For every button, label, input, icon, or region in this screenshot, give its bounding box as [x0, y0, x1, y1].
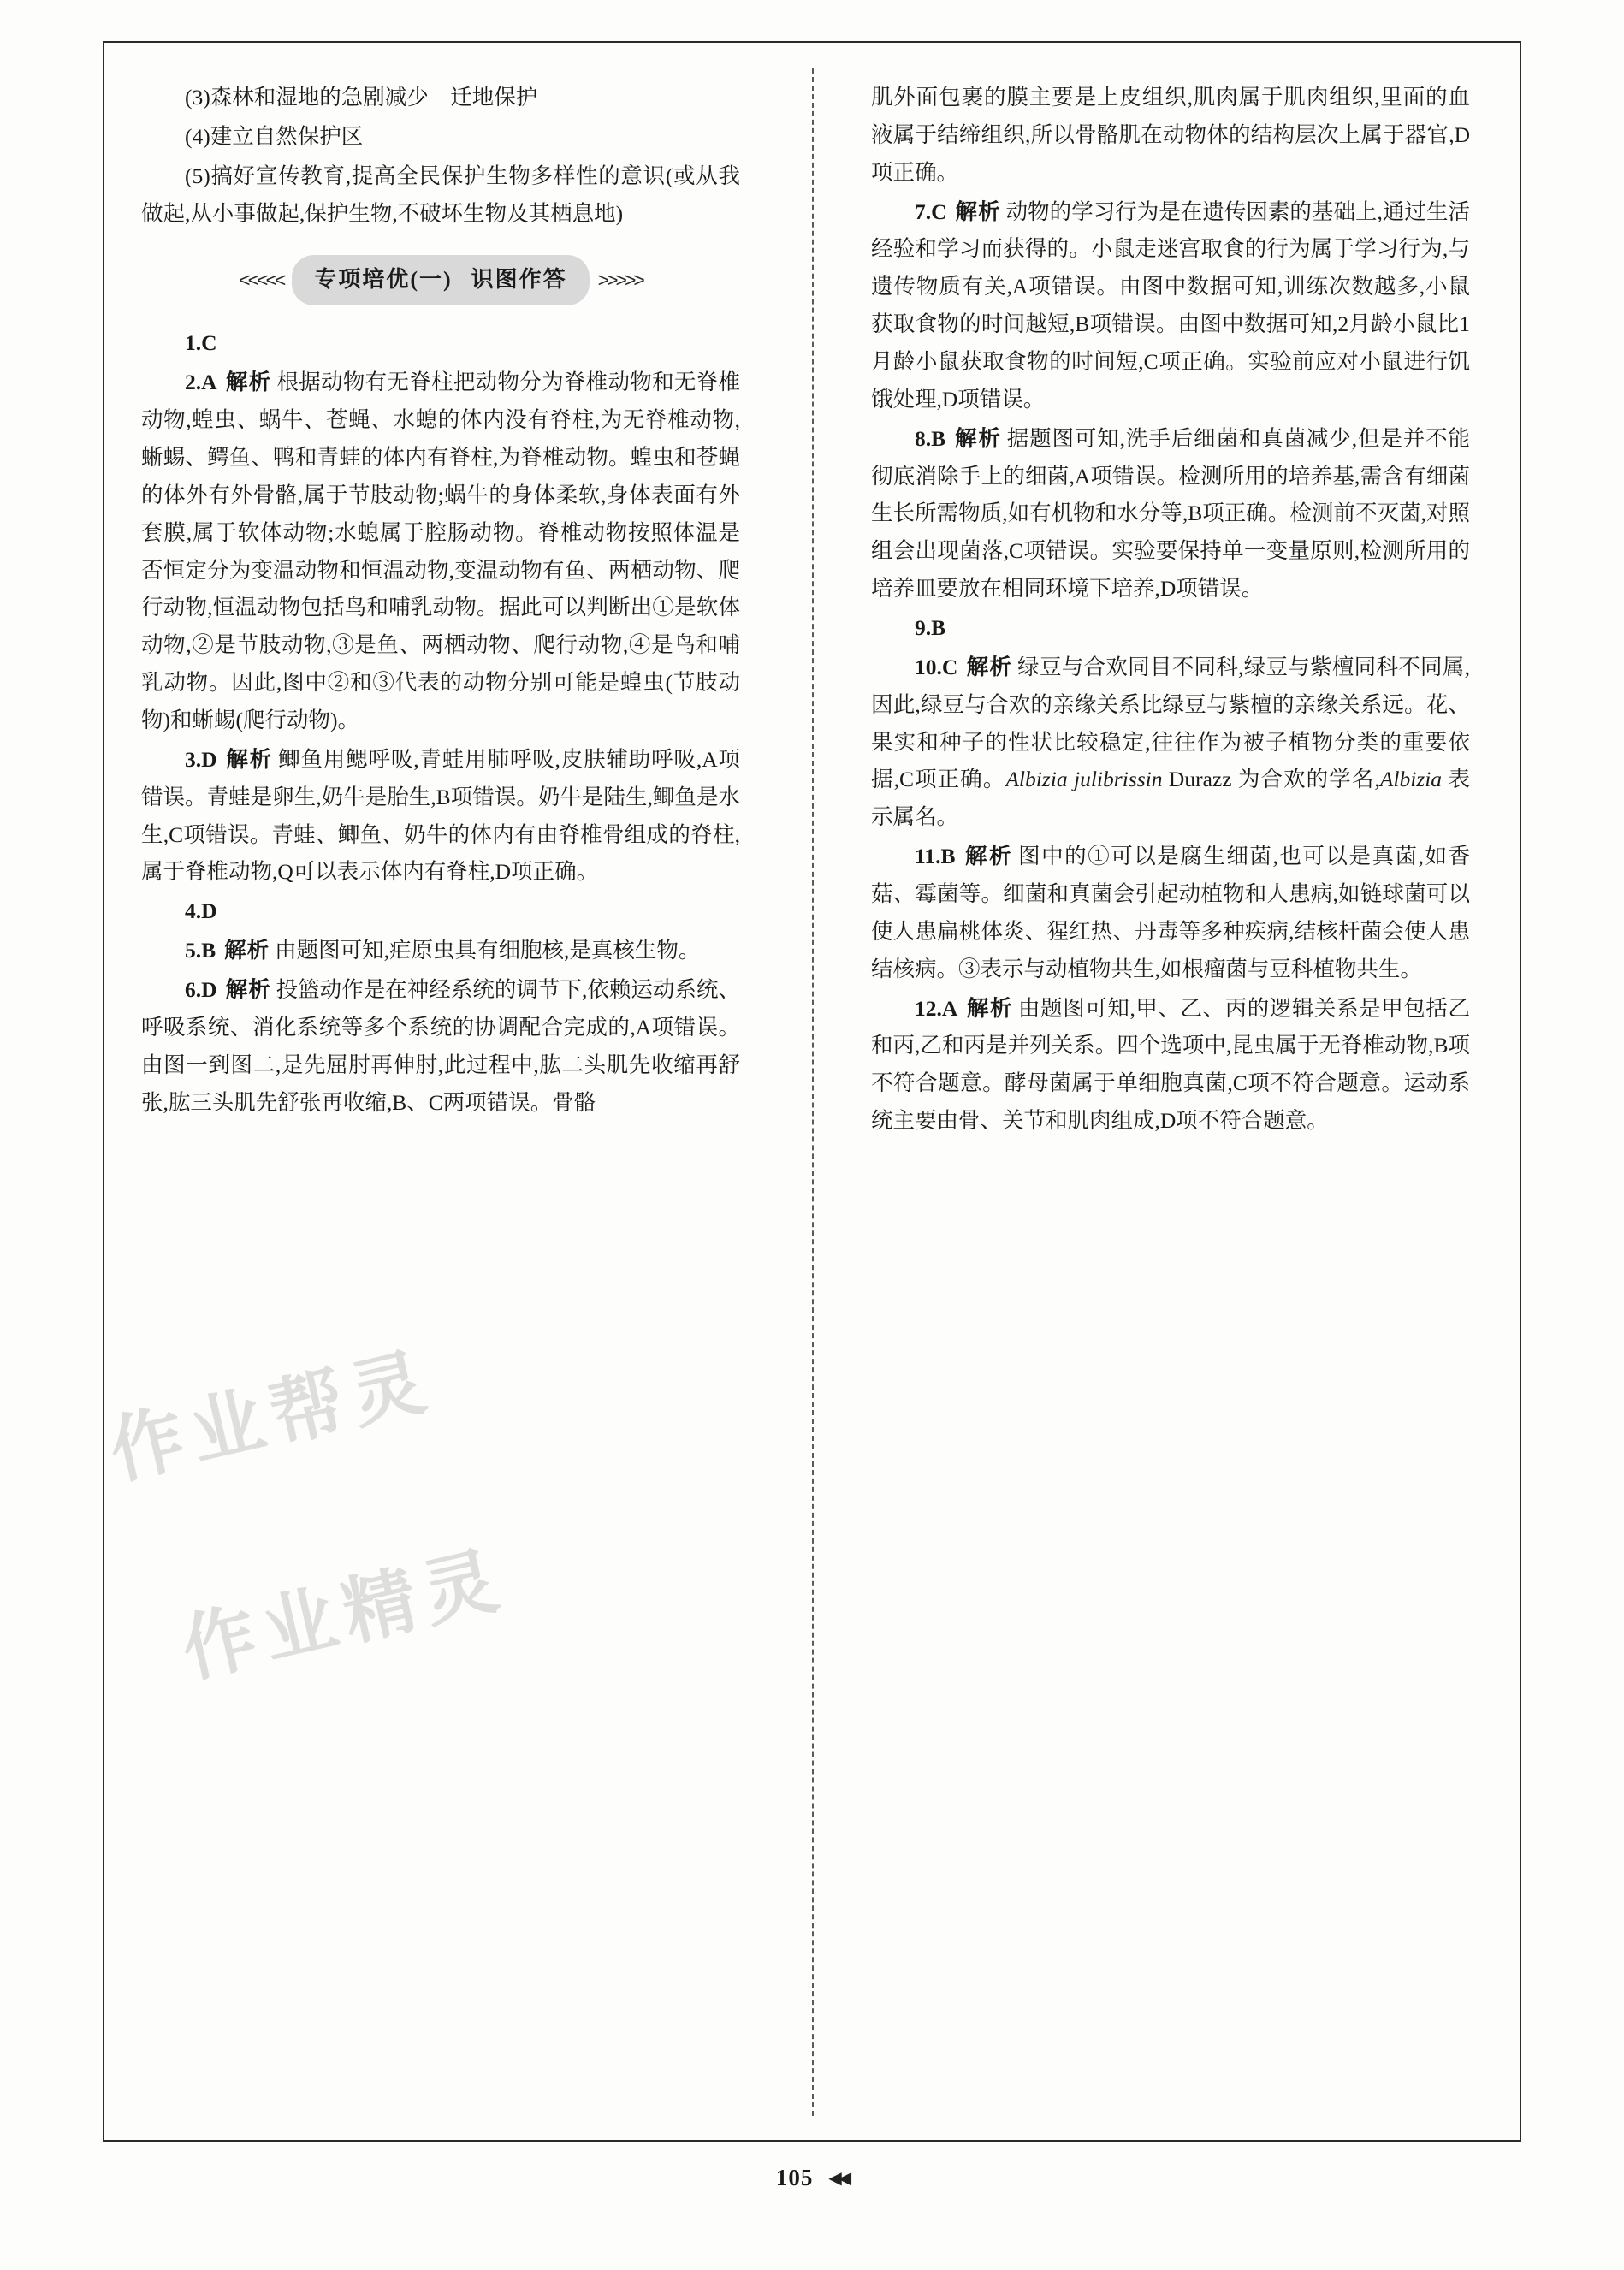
left-top-item-5: (5)搞好宣传教育,提高全民保护生物多样性的意识(或从我做起,从小事做起,保护生物,不破坏生物及其栖息地) — [141, 163, 740, 226]
footer-ornament-icon: ◀◀ — [828, 2169, 849, 2188]
watermark-line-2: 作业精灵 — [175, 1538, 513, 1692]
answer-item-4 — [141, 892, 740, 930]
analysis-text: 据题图可知,洗手后细菌和真菌减少,但是并不能彻底消除手上的细菌,A项错误。检测所用的培养基,需含有细菌生长所需物质,如有机物和水分等,B项正确。检测前不灭菌,对照组会出现菌落,C项错误。实验要保持单一变量原则,检测所用的培养皿要放在相同环境下培养,D项错误。 — [871, 425, 1470, 602]
answer-item-9 — [871, 609, 1470, 647]
answer-choice: D — [201, 746, 217, 772]
analysis-text: 图中的①可以是腐生细菌,也可以是真菌,如香菇、霉菌等。细菌和真菌会引起动植物和人患病,如链球菌可以使人患扁桃体炎、猩红热、丹毒等多种疾病,结核杆菌会使人患结核病。③表示与动植物共生,如根瘤菌与豆科植物共生。 — [871, 844, 1470, 981]
answer-number: 2. — [185, 370, 202, 395]
answer-number: 5. — [185, 938, 202, 963]
answer-item-8 — [871, 420, 1470, 608]
right-column — [871, 79, 1470, 1141]
answer-number: 12. — [915, 995, 942, 1021]
answer-item-12 — [871, 990, 1470, 1140]
species-name-italic: Albizia julibrissin — [1005, 767, 1163, 792]
answer-choice: C — [931, 199, 947, 224]
column-divider — [812, 68, 814, 2116]
page-border-left — [103, 41, 104, 2142]
answer-item-10 — [871, 649, 1470, 836]
analysis-label: 解析 — [966, 654, 1013, 679]
analysis-label: 解析 — [963, 844, 1014, 869]
answer-item-5 — [141, 932, 740, 969]
banner-arrows-left: <<<<< — [239, 268, 284, 291]
genus-name-italic: Albizia — [1379, 767, 1443, 792]
watermark — [98, 1249, 809, 1729]
answer-choice: D — [201, 977, 217, 1003]
answer-choice: B — [931, 425, 946, 451]
answer-choice: C — [201, 330, 217, 356]
analysis-label: 解析 — [966, 995, 1014, 1021]
page-number: 105 — [775, 2165, 814, 2190]
analysis-label: 解析 — [954, 425, 1002, 451]
analysis-label: 解析 — [225, 977, 271, 1003]
answer-item-7 — [871, 193, 1470, 418]
analysis-text: 根据动物有无脊柱把动物分为脊椎动物和无脊椎动物,蝗虫、蜗牛、苍蝇、水螅的体内没有脊柱,为无脊椎动物,蜥蜴、鳄鱼、鸭和青蛙的体内有脊柱,为脊椎动物。蝗虫和苍蝇的体外有外骨骼,属于节肢动物;蜗牛的身体柔软,身体表面有外套膜,属于软体动物;水螅属于腔肠动物。脊椎动物按照体温是否恒定分为变温动物和恒温动物,变温动物有鱼、两栖动物、爬行动物,恒温动物包括鸟和哺乳动物。据此可以判断出①是软体动物,②是节肢动物,③是鱼、两栖动物、爬行动物,④是鸟和哺乳动物。因此,图中②和③代表的动物分别可能是蝗虫(节肢动物)和蜥蜴(爬行动物)。 — [141, 370, 740, 733]
answer-item-1 — [141, 324, 740, 362]
answer-item-3 — [141, 741, 740, 891]
answer-choice: D — [201, 898, 217, 924]
banner-title — [292, 255, 589, 305]
answer-choice: A — [941, 995, 958, 1021]
page-border-top — [103, 41, 1521, 43]
page-border-right — [1520, 41, 1521, 2142]
analysis-text: 绿豆与合欢同目不同科,绿豆与紫檀同科不同属,因此,绿豆与合欢的亲缘关系比绿豆与紫檀的亲缘关系远。花、果实和种子的性状比较稳定,往往作为被子植物分类的重要依据,C项正确。 — [871, 654, 1470, 792]
answer-number: 7. — [915, 199, 932, 224]
left-top-item-4: (4)建立自然保护区 — [185, 123, 364, 149]
answer-choice: B — [201, 938, 216, 963]
answer-choice: C — [941, 654, 958, 679]
left-column — [141, 79, 740, 1123]
left-top-item-3: (3)森林和湿地的急剧减少 迁地保护 — [185, 85, 538, 110]
analysis-text: 投篮动作是在神经系统的调节下,依赖运动系统、呼吸系统、消化系统等多个系统的协调配合完成的,A项错误。由图一到图二,是先屈肘再伸肘,此过程中,肱二头肌先收缩再舒张,肱三头肌先舒张再收缩,B、C两项错误。骨骼 — [141, 977, 740, 1115]
analysis-text: 由题图可知,疟原虫具有细胞核,是真核生物。 — [275, 938, 701, 963]
answer-number: 6. — [185, 977, 202, 1003]
banner-title-sub: 识图作答 — [471, 267, 567, 293]
answer-choice: B — [940, 844, 956, 869]
analysis-text-mid: Durazz 为合欢的学名, — [1162, 767, 1380, 792]
analysis-label: 解析 — [955, 199, 1001, 224]
answer-item-11 — [871, 838, 1470, 987]
answer-number: 1. — [185, 330, 202, 356]
answer-choice: B — [931, 615, 946, 641]
answer-number: 11. — [915, 844, 941, 869]
analysis-text-after: 表示属名。 — [871, 767, 1470, 830]
answer-number: 10. — [915, 654, 942, 679]
answer-number: 3. — [185, 746, 202, 772]
answer-number: 8. — [915, 425, 932, 451]
answer-number: 4. — [185, 898, 202, 924]
analysis-text: 鲫鱼用鳃呼吸,青蛙用肺呼吸,皮肤辅助呼吸,A项错误。青蛙是卵生,奶牛是胎生,B项错误。奶牛是陆生,鲫鱼是水生,C项错误。青蛙、鲫鱼、奶牛的体内有由脊椎骨组成的脊柱,属于脊椎动物,Q可以表示体内有脊柱,D项正确。 — [141, 746, 740, 885]
analysis-text: 由题图可知,甲、乙、丙的逻辑关系是甲包括乙和丙,乙和丙是并列关系。四个选项中,昆虫属于无脊椎动物,B项不符合题意。酵母菌属于单细胞真菌,C项不符合题意。运动系统主要由骨、关节和肌肉组成,D项不符合题意。 — [871, 995, 1470, 1134]
continuation-text: 肌外面包裹的膜主要是上皮组织,肌肉属于肌肉组织,里面的血液属于结缔组织,所以骨骼肌在动物体的结构层次上属于器官,D项正确。 — [871, 85, 1470, 185]
page-border-bottom — [103, 2140, 1521, 2142]
answer-item-2 — [141, 364, 740, 739]
answer-item-6 — [141, 971, 740, 1121]
analysis-label: 解析 — [224, 938, 270, 963]
analysis-label: 解析 — [225, 746, 274, 772]
section-banner — [141, 258, 740, 302]
page-footer — [0, 2165, 1624, 2191]
answer-number: 9. — [915, 615, 932, 641]
banner-arrows-right: >>>>> — [597, 268, 643, 291]
answer-choice: A — [201, 370, 217, 395]
analysis-label: 解析 — [225, 370, 272, 395]
analysis-text: 动物的学习行为是在遗传因素的基础上,通过生活经验和学习而获得的。小鼠走迷宫取食的行为属于学习行为,与遗传物质有关,A项错误。由图中数据可知,训练次数越多,小鼠获取食物的时间越短,B项错误。由图中数据可知,2月龄小鼠比1月龄小鼠获取食物的时间短,C项正确。实验前应对小鼠进行饥饿处理,D项错误。 — [871, 199, 1470, 412]
banner-title-main: 专项培优(一) — [314, 267, 453, 293]
watermark-line-1: 作业帮灵 — [102, 1339, 442, 1494]
